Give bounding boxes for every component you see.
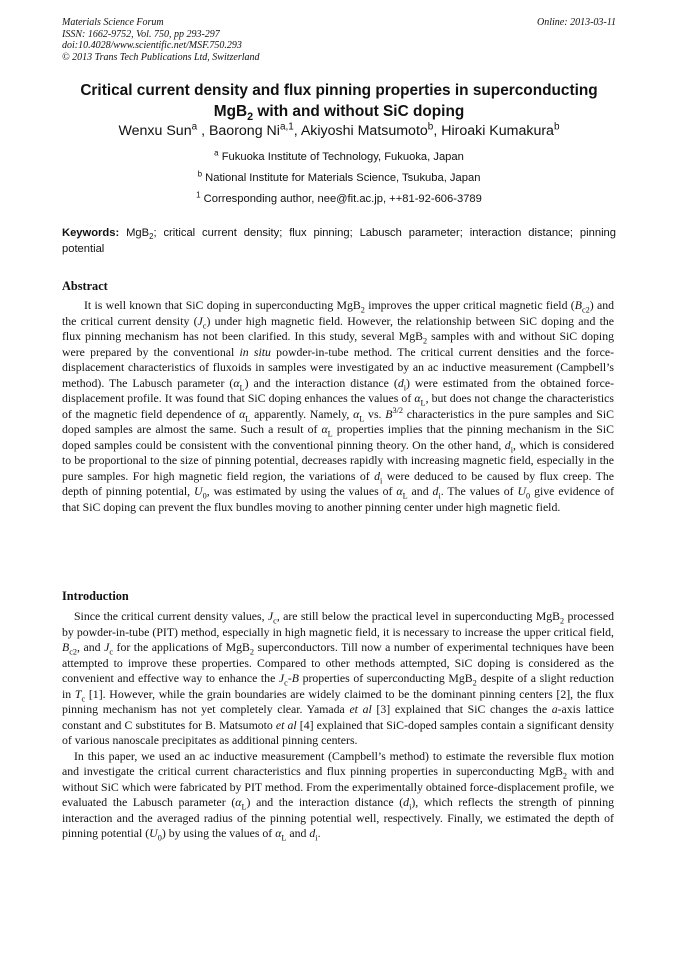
subscript: i (510, 444, 513, 454)
text: ) by using the values of (161, 826, 276, 840)
superscript: 3/2 (392, 405, 404, 415)
symbol: α (233, 375, 240, 390)
subscript: L (281, 833, 287, 843)
title-text: MgB (213, 103, 248, 120)
intro-paragraph-2 (62, 749, 614, 842)
italic-text: et al (349, 702, 372, 716)
affiliation-text: National Institute for Materials Science, Tsukuba, Japan (202, 172, 481, 184)
introduction-body (62, 609, 614, 842)
title-text: with and without SiC doping (253, 103, 465, 120)
subscript: 2 (560, 616, 565, 626)
subscript: L (239, 382, 245, 392)
author-sup: a (191, 121, 198, 133)
title-subscript: 2 (247, 111, 254, 124)
subscript: L (402, 491, 408, 501)
text: apparently. Namely, (250, 406, 354, 421)
subscript: L (241, 802, 247, 812)
issn-line: ISSN: 1662-9752, Vol. 750, pp 293-297 (62, 28, 220, 40)
italic-text: et al (275, 717, 297, 732)
affiliation-text: Fukuoka Institute of Technology, Fukuoka, Japan (218, 151, 464, 163)
text: ) and the interaction distance ( (244, 375, 398, 390)
symbol: α (239, 406, 246, 421)
subscript: 0 (157, 833, 162, 843)
subscript: L (420, 398, 426, 408)
text: [1]. However, while the grain boundaries are widely claimed to be the dominant pinning centers [2], the flux pinning mechanism has not yet completely clear. Yamada (62, 686, 614, 716)
text: It is well known that SiC doping in superconducting MgB (84, 298, 361, 312)
affiliation-text: Corresponding author, nee@fit.ac.jp, ++81-92-606-3789 (200, 193, 482, 205)
text: , but does not change the characteristics of the magnetic field dependence of (62, 391, 614, 421)
subscript: 0 (526, 491, 531, 501)
text: ) and the critical current density ( (62, 298, 614, 328)
symbol: -B (287, 671, 299, 685)
text: [3] explained that SiC changes the (371, 702, 552, 716)
title-line-2 (62, 101, 616, 122)
text: In this paper, we used an ac inductive measurement (Campbell’s method) to estimate the reversible flux motion and investigate the critical current characteristics and flux pinning properties in superconducting MgB (62, 748, 614, 778)
symbol: α (275, 826, 282, 840)
symbol: α (353, 406, 360, 421)
text: -axis lattice constant and C substitutes for B. Matsumoto (62, 702, 615, 732)
abstract-paragraph (62, 298, 614, 515)
subscript: i (379, 475, 383, 485)
title-line-1: Critical current density and flux pinning properties in superconducting (80, 82, 598, 99)
symbol: B (62, 640, 70, 654)
text: . (317, 826, 321, 840)
subscript: 2 (472, 678, 477, 688)
affiliation-sup: b (197, 169, 203, 179)
text: processed by powder-in-tube (PIT) method, especially in high magnetic field, it is necessary to increase the upper critical field, (62, 609, 614, 639)
text: samples with and without SiC doping were prepared by the conventional (62, 329, 615, 359)
text: ) and the interaction distance ( (246, 795, 404, 809)
text: give evidence of that SiC doping can prevent the flux bundles moving to another pinning center under high magnetic field. (62, 484, 615, 514)
symbol: J (197, 313, 203, 328)
abstract-heading: Abstract (62, 279, 108, 293)
author-sup: a,1 (279, 121, 294, 133)
symbol: U (149, 826, 158, 840)
symbol: α (396, 484, 403, 498)
text: , was estimated by using the values of (206, 484, 397, 498)
affiliation-b (62, 171, 616, 185)
subscript: L (245, 413, 251, 423)
italic-text: a (551, 702, 558, 716)
symbol: d (504, 437, 511, 452)
author-name: , Baorong Ni (197, 123, 280, 139)
subscript: c (273, 616, 277, 626)
symbol: J (104, 640, 110, 654)
subscript: c (284, 678, 288, 688)
text: Since the critical current density values, (74, 609, 268, 623)
symbol: α (321, 422, 328, 436)
author-sup: b (553, 121, 560, 133)
author-list (62, 122, 616, 140)
text: [4] explained that SiC-doped samples contain a significant density of various nanoscale precipitates as additional pinning centers. (62, 717, 615, 747)
paper-title (62, 80, 616, 122)
italic-text: in situ (239, 344, 271, 359)
journal-name: Materials Science Forum (62, 17, 164, 28)
text: properties implies that the pinning mechanism in the SiC doped samples could be consistent with the conventional pinning theory. On the other hand, (62, 422, 614, 452)
author-name: , Hiroaki Kumakura (433, 123, 554, 139)
keywords-subscript: 2 (149, 232, 154, 242)
symbol: d (403, 795, 410, 809)
subscript: i (409, 802, 412, 812)
text: vs. (364, 406, 386, 421)
text: and (407, 484, 433, 498)
text: with and without SiC which were fabricated by PIT method. From the experimentally obtained force-displacement profile, we evaluated the Labusch parameter ( (62, 764, 614, 809)
intro-paragraph-1 (62, 609, 614, 749)
text: ), which reflects the strength of pinning interaction and the averaged radius of the pinning potential well, respectively. Finally, we estimated the depth of pinning potential ( (62, 795, 614, 840)
symbol: α (235, 795, 242, 809)
affiliation-a (62, 150, 616, 164)
subscript: c (109, 647, 113, 657)
symbol: B (385, 406, 393, 421)
text: for the applications of MgB (112, 640, 250, 654)
symbol: T (74, 686, 82, 701)
subscript: c (81, 693, 86, 703)
affiliation-sup: a (214, 148, 219, 158)
subscript: 2 (562, 771, 567, 781)
text: , are still below the practical level in superconducting MgB (276, 609, 561, 623)
affiliation-sup: 1 (196, 190, 201, 200)
subscript: 2 (249, 647, 255, 657)
text: and (286, 826, 310, 840)
journal-header (62, 17, 616, 63)
online-date: Online: 2013-03-11 (537, 17, 616, 28)
symbol: d (432, 484, 439, 498)
subscript: 2 (423, 336, 428, 346)
text: . The values of (440, 484, 518, 498)
text: were deduced to be caused by flux creep. The depth of pinning potential, (62, 468, 615, 498)
text: powder-in-tube method. The critical current densities and the force-displacement characteristics of fluxoids in samples were investigated by an ac inductive measurement (Campbell’s method). The Labusch parameter ( (62, 344, 614, 390)
symbol: d (309, 826, 316, 840)
text: despite of a slight reduction in (62, 671, 615, 701)
text: characteristics in the pure samples and SiC doped samples are almost the same. Such a result of (62, 406, 614, 436)
subscript: c2 (69, 647, 78, 657)
text: ) under high magnetic field. However, the relationship between SiC doping and the flux pinning mechanism has not been clarified. In this study, several MgB (62, 313, 614, 343)
subscript: 0 (202, 491, 207, 501)
copyright-line: © 2013 Trans Tech Publications Ltd, Switzerland (62, 51, 260, 63)
text: superconductors. Till now a number of experimental techniques have been attempted to improve these properties. Compared to other methods attempted, SiC doping is considered as the convenient and effective way to enhance the (62, 640, 614, 685)
abstract-body (62, 298, 614, 515)
symbol: J (267, 609, 274, 623)
subscript: L (327, 429, 333, 439)
keywords-text: ; critical current density; flux pinning; Labusch parameter; interaction distance; pinning potential (62, 227, 616, 255)
subscript: i (438, 491, 441, 501)
subscript: c2 (581, 305, 590, 315)
symbol: d (397, 375, 404, 390)
keywords-text: MgB (119, 227, 150, 239)
symbol: d (374, 468, 380, 483)
corresponding-author (62, 192, 616, 206)
author-name: , Akiyoshi Matsumoto (293, 123, 428, 139)
subscript: i (315, 833, 318, 843)
author-name: Wenxu Sun (118, 123, 192, 139)
text: , and (77, 640, 105, 654)
symbol: U (194, 484, 203, 498)
author-sup: b (427, 121, 434, 133)
subscript: c (202, 320, 207, 330)
symbol: α (414, 391, 421, 405)
subscript: i (403, 382, 407, 392)
text: ) were estimated from the obtained force-displacement profile. It was found that SiC doping enhances the values of (62, 375, 614, 405)
text: , which is considered to be proportional to the size of pinning potential, decreases rapidly with increasing magnetic field, especially in the pure samples. For high magnetic field region, the variations of (62, 437, 614, 483)
text: improves the upper critical magnetic field ( (364, 298, 575, 312)
introduction-heading: Introduction (62, 589, 129, 603)
subscript: L (359, 413, 365, 423)
keywords (62, 226, 616, 257)
symbol: J (278, 671, 285, 685)
symbol: B (574, 298, 582, 312)
doi-line: doi:10.4028/www.scientific.net/MSF.750.293 (62, 40, 242, 52)
keywords-label: Keywords: (62, 227, 120, 239)
subscript: 2 (360, 305, 365, 315)
text: properties of superconducting MgB (298, 671, 473, 685)
symbol: U (517, 484, 527, 498)
